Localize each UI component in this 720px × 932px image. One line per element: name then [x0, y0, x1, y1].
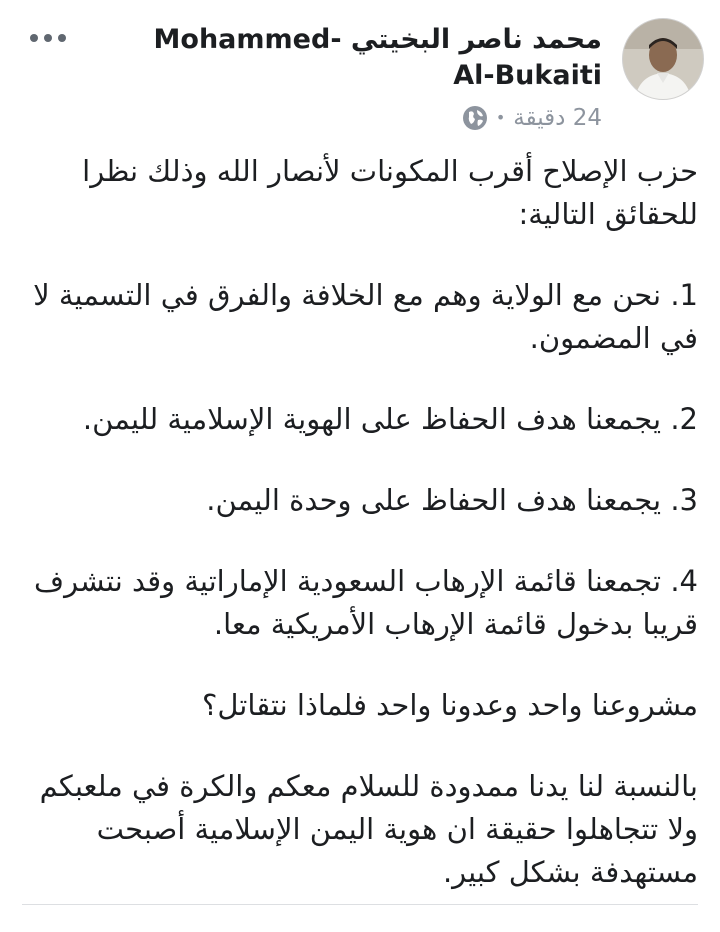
more-dot-icon: [30, 34, 38, 42]
profile-photo-icon: [623, 19, 703, 99]
post-paragraph: 3. يجمعنا هدف الحفاظ على وحدة اليمن.: [206, 483, 698, 517]
avatar[interactable]: [622, 18, 704, 100]
divider: [22, 904, 698, 905]
post-paragraph: 4. تجمعنا قائمة الإرهاب السعودية الإماراتية وقد نتشرف قريبا بدخول قائمة الإرهاب الأمريكية معا.: [34, 564, 698, 641]
more-options-button[interactable]: [30, 26, 74, 50]
post-paragraph: 2. يجمعنا هدف الحفاظ على الهوية الإسلامية لليمن.: [82, 402, 698, 436]
post-paragraph: مشروعنا واحد وعدونا واحد فلماذا نتقاتل؟: [201, 688, 698, 722]
globe-icon[interactable]: [462, 105, 488, 131]
post-paragraph: حزب الإصلاح أقرب المكونات لأنصار الله وذلك نظرا للحقائق التالية:: [82, 154, 698, 231]
post-meta: [462, 103, 602, 133]
meta-separator: •: [495, 108, 506, 127]
post-text: [22, 150, 698, 932]
more-dot-icon: [58, 34, 66, 42]
author-name[interactable]: محمد ناصر البخيتي -Mohammed Al-Bukaiti: [153, 24, 602, 91]
post-paragraph: بالنسبة لنا يدنا ممدودة للسلام معكم والكرة في ملعبكم ولا تتجاهلوا حقيقة ان هوية اليمن الإسلامية أصبحت مستهدفة بشكل كبير.: [39, 769, 698, 889]
post-paragraph: 1. نحن مع الولاية وهم مع الخلافة والفرق في التسمية لا في المضمون.: [33, 278, 698, 355]
more-dot-icon: [44, 34, 52, 42]
post-time[interactable]: 24 دقيقة: [513, 105, 602, 131]
